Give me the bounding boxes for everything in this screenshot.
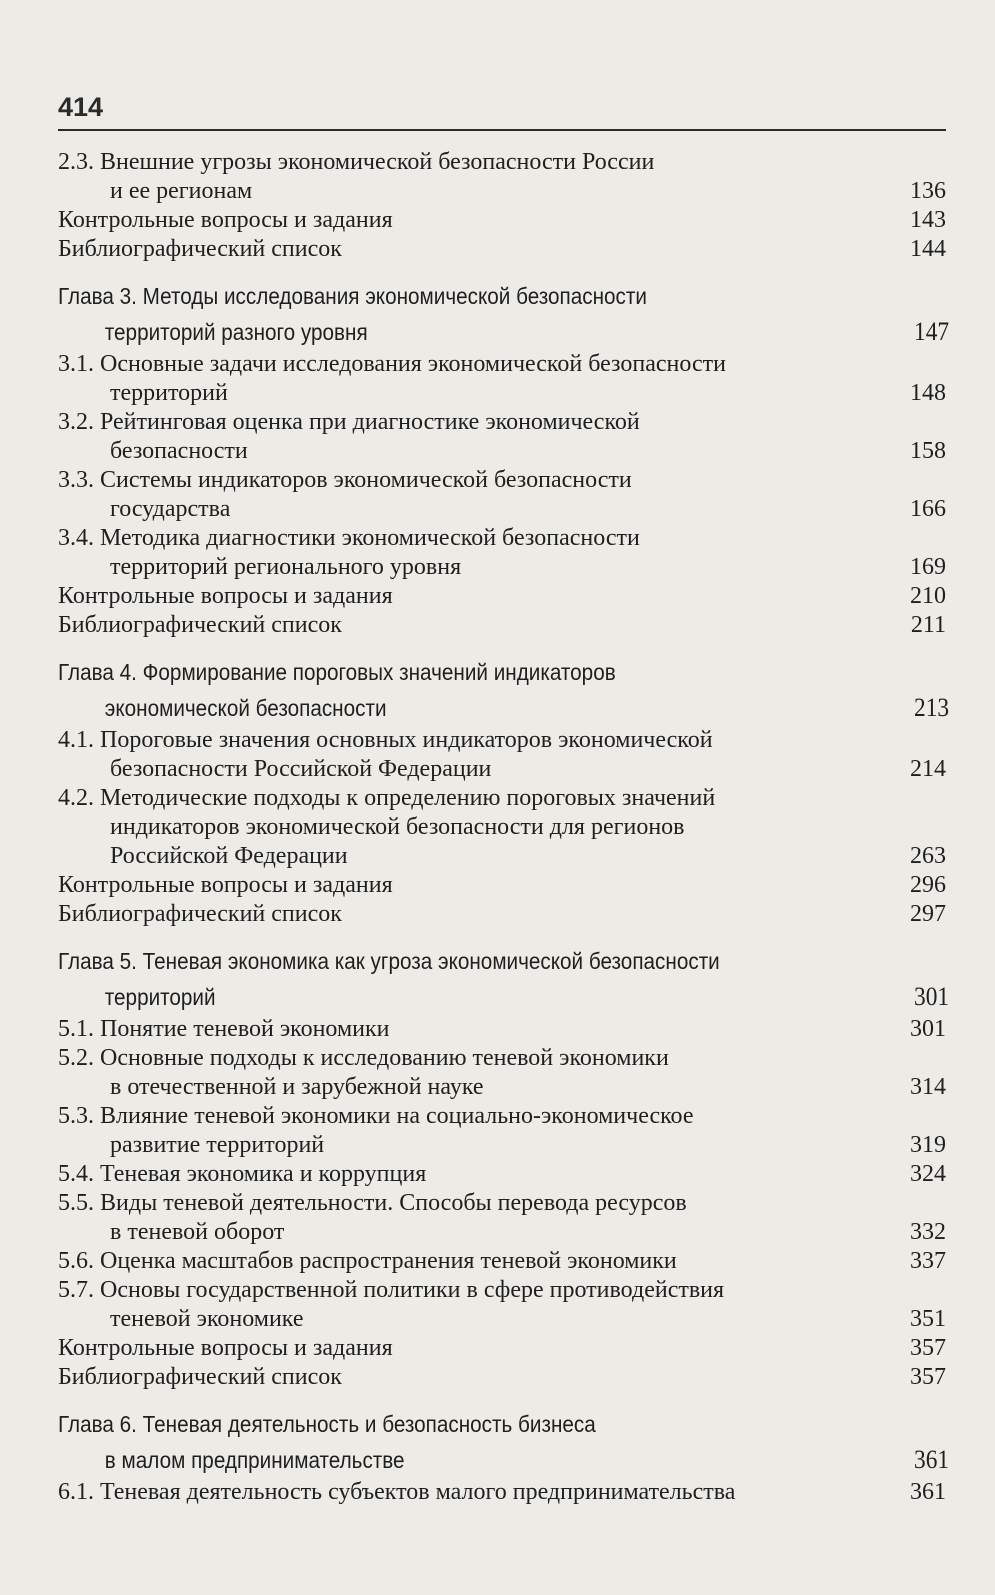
toc-entry-page-number: 361 — [910, 1479, 946, 1505]
toc-section-entry[interactable] — [58, 524, 950, 582]
toc-entry-title-line: 5.1. Понятие теневой экономики — [58, 1016, 390, 1042]
toc-entry-page-number: 211 — [910, 612, 946, 638]
toc-entry-title-line: 3.1. Основные задачи исследования экономической безопасности — [58, 351, 726, 377]
toc-entry-title-line: и ее регионам — [110, 178, 253, 204]
chapter-gap — [58, 1392, 950, 1406]
toc-entry-title-line: 5.5. Виды теневой деятельности. Способы перевода ресурсов — [58, 1190, 687, 1216]
toc-entry-page-number: 263 — [910, 843, 946, 869]
toc-entry-page-number: 314 — [910, 1074, 946, 1100]
toc-entry-page-number: 301 — [913, 982, 950, 1011]
toc-entry-page-number: 147 — [913, 317, 950, 346]
toc-entry-title-line: в малом предпринимательстве — [104, 1447, 405, 1473]
toc-entry-page-number: 158 — [910, 438, 946, 464]
toc-entry-page-number: 210 — [910, 583, 946, 609]
toc-entry-title-line: 5.6. Оценка масштабов распространения теневой экономики — [58, 1248, 677, 1274]
toc-entry-page-number: 351 — [910, 1306, 946, 1332]
toc-chapter-entry[interactable] — [58, 654, 949, 726]
toc-entry-title-line: государства — [110, 496, 231, 522]
toc-entry-title-line: Библиографический список — [58, 612, 342, 638]
toc-section-entry[interactable] — [58, 206, 950, 235]
toc-entry-title-line: Контрольные вопросы и задания — [58, 872, 393, 898]
page-number: 414 — [58, 92, 104, 122]
toc-entry-title-line: 3.3. Системы индикаторов экономической безопасности — [58, 467, 632, 493]
toc-section-entry[interactable] — [58, 611, 950, 640]
toc-entry-title-line: Глава 5. Теневая экономика как угроза экономической безопасности — [58, 948, 720, 974]
toc-entry-title-line: 5.7. Основы государственной политики в сфере противодействия — [58, 1277, 725, 1303]
header-rule — [58, 129, 946, 131]
toc-entry-title-line: 5.4. Теневая экономика и коррупция — [58, 1161, 427, 1187]
toc-section-entry[interactable] — [58, 582, 950, 611]
toc-section-entry[interactable] — [58, 784, 950, 871]
toc-section-entry[interactable] — [58, 1334, 950, 1363]
toc-entry-title-line: Российской Федерации — [110, 843, 348, 869]
toc-entry-title-line: Глава 6. Теневая деятельность и безопасность бизнеса — [58, 1411, 596, 1437]
toc-section-entry[interactable] — [58, 726, 950, 784]
toc-entry-title-line: в отечественной и зарубежной науке — [110, 1074, 484, 1100]
toc-entry-title-line: экономической безопасности — [104, 695, 387, 721]
toc-entry-title-line: 5.3. Влияние теневой экономики на социально-экономическое — [58, 1103, 694, 1129]
toc-entry-title-line: 2.3. Внешние угрозы экономической безопасности России — [58, 149, 655, 175]
toc-entry-title-line: Контрольные вопросы и задания — [58, 583, 393, 609]
toc-entry-title-line: 3.4. Методика диагностики экономической безопасности — [58, 525, 640, 551]
toc-section-entry[interactable] — [58, 1189, 950, 1247]
toc-entry-page-number: 357 — [910, 1335, 946, 1361]
toc-entry-page-number: 301 — [910, 1016, 946, 1042]
toc-entry-page-number: 337 — [910, 1248, 946, 1274]
toc-entry-title-line: Глава 3. Методы исследования экономической безопасности — [58, 283, 647, 309]
toc-entry-page-number: 319 — [910, 1132, 946, 1158]
toc-entry-page-number: 296 — [910, 872, 946, 898]
toc-entry-title-line: Библиографический список — [58, 901, 342, 927]
toc-entry-title-line: Библиографический список — [58, 236, 342, 262]
toc-entry-title-line: Контрольные вопросы и задания — [58, 1335, 393, 1361]
toc-section-entry[interactable] — [58, 148, 950, 206]
toc-section-entry[interactable] — [58, 1015, 950, 1044]
toc-entry-page-number: 166 — [910, 496, 946, 522]
toc-entry-title-line: Контрольные вопросы и задания — [58, 207, 393, 233]
toc-entry-page-number: 144 — [910, 236, 946, 262]
toc-entry-title-line: развитие территорий — [110, 1132, 325, 1158]
toc-entry-page-number: 169 — [910, 554, 946, 580]
toc-section-entry[interactable] — [58, 1160, 950, 1189]
toc-section-entry[interactable] — [58, 1102, 950, 1160]
toc-entry-page-number: 324 — [910, 1161, 946, 1187]
chapter-gap — [58, 264, 950, 278]
table-of-contents — [58, 148, 950, 1507]
toc-entry-page-number: 136 — [910, 178, 946, 204]
toc-entry-title-line: территорий — [104, 984, 216, 1010]
toc-entry-page-number: 143 — [910, 207, 946, 233]
toc-entry-title-line: 3.2. Рейтинговая оценка при диагностике экономической — [58, 409, 640, 435]
toc-entry-title-line: 4.1. Пороговые значения основных индикаторов экономической — [58, 727, 713, 753]
toc-section-entry[interactable] — [58, 1044, 950, 1102]
toc-section-entry[interactable] — [58, 350, 950, 408]
toc-section-entry[interactable] — [58, 408, 950, 466]
toc-chapter-entry[interactable] — [58, 943, 949, 1015]
toc-section-entry[interactable] — [58, 235, 950, 264]
toc-entry-title-line: 6.1. Теневая деятельность субъектов малого предпринимательства — [58, 1479, 736, 1505]
toc-entry-page-number: 357 — [910, 1364, 946, 1390]
toc-entry-page-number: 214 — [910, 756, 946, 782]
toc-entry-title-line: 4.2. Методические подходы к определению пороговых значений — [58, 785, 716, 811]
toc-entry-title-line: безопасности Российской Федерации — [110, 756, 492, 782]
toc-entry-title-line: индикаторов экономической безопасности для регионов — [110, 814, 685, 840]
toc-entry-page-number: 332 — [910, 1219, 946, 1245]
toc-entry-title-line: Глава 4. Формирование пороговых значений индикаторов — [58, 659, 616, 685]
toc-section-entry[interactable] — [58, 1478, 950, 1507]
chapter-gap — [58, 929, 950, 943]
toc-chapter-entry[interactable] — [58, 278, 949, 350]
toc-entry-title-line: в теневой оборот — [110, 1219, 285, 1245]
toc-chapter-entry[interactable] — [58, 1406, 949, 1478]
toc-section-entry[interactable] — [58, 1247, 950, 1276]
toc-section-entry[interactable] — [58, 871, 950, 900]
toc-entry-page-number: 148 — [910, 380, 946, 406]
toc-entry-page-number: 213 — [913, 693, 950, 722]
toc-entry-page-number: 297 — [910, 901, 946, 927]
toc-entry-page-number: 361 — [913, 1445, 950, 1474]
toc-entry-title-line: территорий регионального уровня — [110, 554, 462, 580]
toc-entry-title-line: теневой экономике — [110, 1306, 304, 1332]
toc-entry-title-line: 5.2. Основные подходы к исследованию теневой экономики — [58, 1045, 669, 1071]
toc-section-entry[interactable] — [58, 466, 950, 524]
toc-entry-title-line: безопасности — [110, 438, 248, 464]
chapter-gap — [58, 640, 950, 654]
toc-section-entry[interactable] — [58, 900, 950, 929]
toc-section-entry[interactable] — [58, 1276, 950, 1334]
toc-entry-title-line: территорий разного уровня — [104, 319, 368, 345]
toc-entry-title-line: территорий — [110, 380, 228, 406]
toc-entry-title-line: Библиографический список — [58, 1364, 342, 1390]
toc-section-entry[interactable] — [58, 1363, 950, 1392]
